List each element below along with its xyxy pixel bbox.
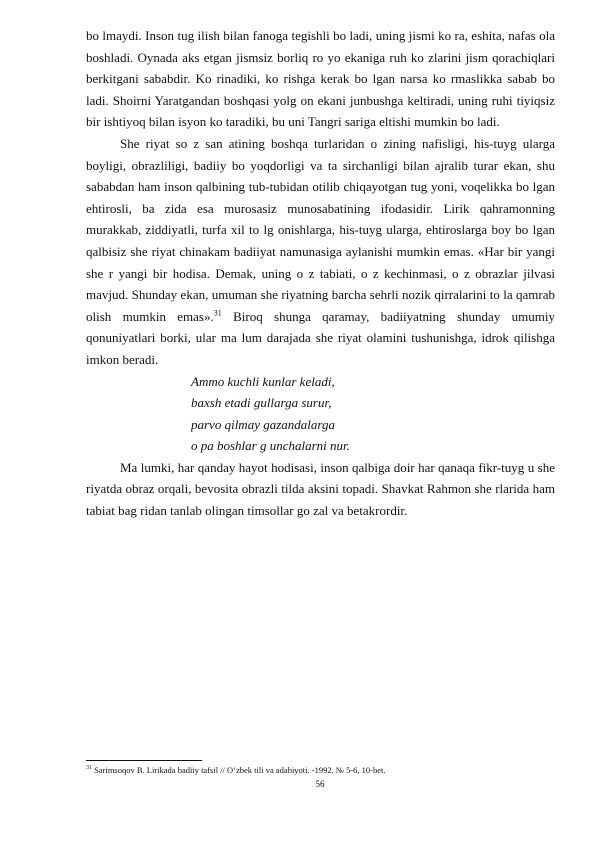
footnote — [86, 765, 555, 775]
page-number: 56 — [315, 779, 325, 789]
poem-line: parvo qilmay gazandalarga — [191, 416, 335, 432]
footnote-divider — [86, 760, 202, 761]
paragraph-2-tail: Biroq shunga qaramay, badiiyatning shunday umumiy qonuniyatlari borki, ular ma lum darajada she riyat olamini tushunishga, idrok qilishga imkon beradi. — [86, 308, 555, 367]
poem-line: o pa boshlar g unchalarni nur. — [191, 438, 350, 454]
poem-quote — [86, 371, 555, 457]
paragraph-3: Ma lumki, har qanday hayot hodisasi, inson qalbiga doir har qanaqa fikr-tuyg u she riyatda obraz orqali, bevosita obrazli tilda aksini topadi. Shavkat Rahmon she rlarida ham tabiat bag ridan tanlab olingan timsollar go zal va betakrordir. — [86, 459, 555, 519]
poem-line: Ammo kuchli kunlar keladi, — [191, 373, 335, 389]
footnote-ref[interactable]: 31 — [213, 308, 222, 318]
paragraph-1: bo lmaydi. Inson tug ilish bilan fanoga tegishli bo ladi, uning jismi ko ra, eshita, nafas ola boshladi. Oynada aks etgan jismsiz borliq ro yo ekaniga ruh ko zlarini jism qorachiqlari berkitgani sababdir. Ko rinadiki, ko rishga kerak bo lgan narsa ko rmaslikka sabab bo ladi. Shoirni Yaratgandan boshqasi yolg on ekani junbushga keltiradi, uning ruhi tiyiqsiz bir ishtiyoq bilan isyon ko taradiki, bu uni Tangri sariga eltishi mumkin bo ladi. — [86, 28, 555, 130]
footnote-text: Sarimsoqov B. Lirikada badiiy tafsil // O’zbek tili va adabiyoti. -1992. № 5-6, 10-bet. — [92, 765, 386, 775]
paragraph-2 — [86, 133, 555, 371]
page-body — [86, 25, 555, 522]
poem-line: baxsh etadi gullarga surur, — [191, 395, 332, 411]
footnote-number: 31 — [86, 765, 92, 772]
paragraph-2-text: She riyat so z san atining boshqa turlaridan o zining nafisligi, his-tuyg ularga boyligi, obrazliligi, badiiy bo yoqdorligi va ta sirchanligi bilan ajralib turar ekan, shu sababdan ham inson qalbining tub-tubidan otilib chiqayotgan tug yoni, voqelikka bo lgan ehtirosli, ba zida esa murosasiz munosabatining ifodasidir. Lirik qahramonning murakkab, ziddiyatli, turfa xil to lg onishlarga, his-tuyg ularga, ehtiroslarga boy bo lgan qalbisiz she riyat chinakam badiiyat namunasiga aylanishi mumkin emas. «Har bir yangi she r yangi bir hodisa. Demak, uning o z tabiati, o z kechinmasi, o z obrazlar jilvasi mavjud. Shunday ekan, umuman she riyatning barcha sehrli nozik qirralarini to la qamrab olish mumkin emas». — [86, 135, 555, 324]
